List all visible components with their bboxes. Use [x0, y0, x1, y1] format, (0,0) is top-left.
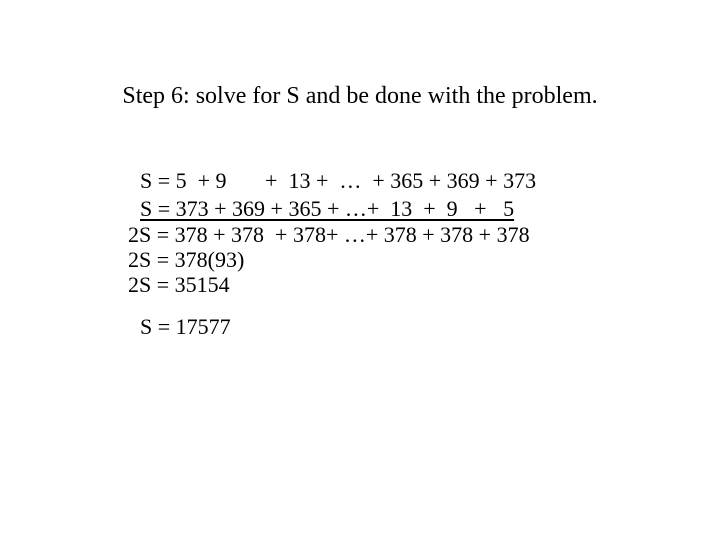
equation-line-product-form: 2S = 378(93): [128, 247, 245, 272]
equation-line-sum-forward: S = 5 + 9 + 13 + … + 365 + 369 + 373: [140, 168, 537, 193]
slide-title: Step 6: solve for S and be done with the problem.: [122, 83, 598, 109]
equation-line-result: S = 17577: [140, 314, 231, 339]
equation-line-product-value: 2S = 35154: [128, 272, 230, 297]
equation-line-sum-reversed: S = 373 + 369 + 365 + …+ 13 + 9 + 5: [140, 196, 515, 221]
equation-line-pairwise-sum: 2S = 378 + 378 + 378+ …+ 378 + 378 + 378: [128, 222, 530, 247]
